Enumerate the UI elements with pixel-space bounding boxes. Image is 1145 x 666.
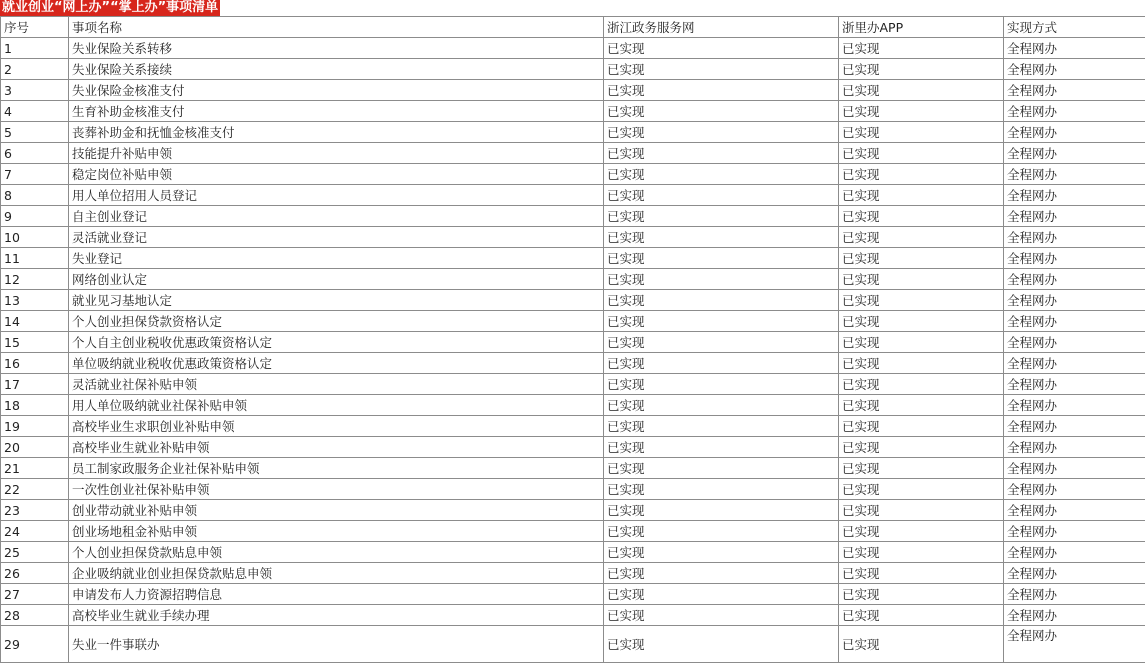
row-index: 4 — [1, 101, 69, 122]
zlb-app-status: 已实现 — [839, 269, 1004, 290]
zj-gov-status: 已实现 — [604, 206, 839, 227]
method: 全程网办 — [1004, 164, 1145, 185]
row-index: 19 — [1, 416, 69, 437]
table-row — [1, 500, 1145, 521]
zj-gov-status: 已实现 — [604, 227, 839, 248]
method: 全程网办 — [1004, 80, 1145, 101]
item-name: 失业登记 — [69, 248, 604, 269]
item-name: 用人单位吸纳就业社保补贴申领 — [69, 395, 604, 416]
header-item-name: 事项名称 — [69, 17, 604, 38]
row-index: 27 — [1, 584, 69, 605]
method: 全程网办 — [1004, 437, 1145, 458]
item-name: 丧葬补助金和抚恤金核准支付 — [69, 122, 604, 143]
row-index: 26 — [1, 563, 69, 584]
zlb-app-status: 已实现 — [839, 59, 1004, 80]
zj-gov-status: 已实现 — [604, 332, 839, 353]
method: 全程网办 — [1004, 269, 1145, 290]
zlb-app-status: 已实现 — [839, 374, 1004, 395]
table-row — [1, 206, 1145, 227]
item-name: 生育补助金核准支付 — [69, 101, 604, 122]
item-name: 员工制家政服务企业社保补贴申领 — [69, 458, 604, 479]
header-method: 实现方式 — [1004, 17, 1145, 38]
row-index: 1 — [1, 38, 69, 59]
method: 全程网办 — [1004, 227, 1145, 248]
zj-gov-status: 已实现 — [604, 605, 839, 626]
method: 全程网办 — [1004, 248, 1145, 269]
zlb-app-status: 已实现 — [839, 500, 1004, 521]
table-row — [1, 458, 1145, 479]
method: 全程网办 — [1004, 374, 1145, 395]
item-name: 失业保险关系接续 — [69, 59, 604, 80]
zlb-app-status: 已实现 — [839, 311, 1004, 332]
method: 全程网办 — [1004, 101, 1145, 122]
zlb-app-status: 已实现 — [839, 38, 1004, 59]
row-index: 23 — [1, 500, 69, 521]
zj-gov-status: 已实现 — [604, 122, 839, 143]
zj-gov-status: 已实现 — [604, 479, 839, 500]
zj-gov-status: 已实现 — [604, 416, 839, 437]
row-index: 28 — [1, 605, 69, 626]
zlb-app-status: 已实现 — [839, 542, 1004, 563]
zlb-app-status: 已实现 — [839, 185, 1004, 206]
row-index: 3 — [1, 80, 69, 101]
item-name: 高校毕业生就业手续办理 — [69, 605, 604, 626]
item-name: 技能提升补贴申领 — [69, 143, 604, 164]
row-index: 16 — [1, 353, 69, 374]
method: 全程网办 — [1004, 122, 1145, 143]
table-row — [1, 584, 1145, 605]
zlb-app-status: 已实现 — [839, 395, 1004, 416]
item-name: 申请发布人力资源招聘信息 — [69, 584, 604, 605]
zlb-app-status: 已实现 — [839, 80, 1004, 101]
table-row — [1, 122, 1145, 143]
item-name: 灵活就业登记 — [69, 227, 604, 248]
method: 全程网办 — [1004, 38, 1145, 59]
zlb-app-status: 已实现 — [839, 206, 1004, 227]
table-row — [1, 563, 1145, 584]
row-index: 10 — [1, 227, 69, 248]
item-name: 用人单位招用人员登记 — [69, 185, 604, 206]
item-name: 网络创业认定 — [69, 269, 604, 290]
method: 全程网办 — [1004, 185, 1145, 206]
table-row — [1, 416, 1145, 437]
zlb-app-status: 已实现 — [839, 122, 1004, 143]
item-name: 高校毕业生求职创业补贴申领 — [69, 416, 604, 437]
method: 全程网办 — [1004, 59, 1145, 80]
method: 全程网办 — [1004, 605, 1145, 626]
zj-gov-status: 已实现 — [604, 101, 839, 122]
table-row — [1, 164, 1145, 185]
zj-gov-status: 已实现 — [604, 542, 839, 563]
table-row — [1, 437, 1145, 458]
method: 全程网办 — [1004, 626, 1145, 663]
header-zlb-app: 浙里办APP — [839, 17, 1004, 38]
zj-gov-status: 已实现 — [604, 38, 839, 59]
row-index: 12 — [1, 269, 69, 290]
zj-gov-status: 已实现 — [604, 374, 839, 395]
table-row — [1, 227, 1145, 248]
header-zj-gov-service-net: 浙江政务服务网 — [604, 17, 839, 38]
row-index: 7 — [1, 164, 69, 185]
item-name: 一次性创业社保补贴申领 — [69, 479, 604, 500]
item-name: 创业带动就业补贴申领 — [69, 500, 604, 521]
zlb-app-status: 已实现 — [839, 437, 1004, 458]
row-index: 5 — [1, 122, 69, 143]
item-name: 灵活就业社保补贴申领 — [69, 374, 604, 395]
zj-gov-status: 已实现 — [604, 584, 839, 605]
zlb-app-status: 已实现 — [839, 332, 1004, 353]
row-index: 9 — [1, 206, 69, 227]
table-row — [1, 395, 1145, 416]
row-index: 13 — [1, 290, 69, 311]
row-index: 22 — [1, 479, 69, 500]
row-index: 2 — [1, 59, 69, 80]
table-row — [1, 626, 1145, 663]
zlb-app-status: 已实现 — [839, 626, 1004, 663]
item-name: 就业见习基地认定 — [69, 290, 604, 311]
zlb-app-status: 已实现 — [839, 605, 1004, 626]
row-index: 11 — [1, 248, 69, 269]
zj-gov-status: 已实现 — [604, 563, 839, 584]
item-name: 个人创业担保贷款资格认定 — [69, 311, 604, 332]
method: 全程网办 — [1004, 143, 1145, 164]
row-index: 17 — [1, 374, 69, 395]
method: 全程网办 — [1004, 584, 1145, 605]
item-name: 失业一件事联办 — [69, 626, 604, 663]
table-row — [1, 269, 1145, 290]
method: 全程网办 — [1004, 206, 1145, 227]
zj-gov-status: 已实现 — [604, 500, 839, 521]
table-row — [1, 374, 1145, 395]
zlb-app-status: 已实现 — [839, 479, 1004, 500]
row-index: 14 — [1, 311, 69, 332]
zj-gov-status: 已实现 — [604, 395, 839, 416]
item-name: 个人创业担保贷款贴息申领 — [69, 542, 604, 563]
zlb-app-status: 已实现 — [839, 353, 1004, 374]
row-index: 8 — [1, 185, 69, 206]
row-index: 20 — [1, 437, 69, 458]
table-row — [1, 605, 1145, 626]
table-row — [1, 80, 1145, 101]
zj-gov-status: 已实现 — [604, 59, 839, 80]
row-index: 25 — [1, 542, 69, 563]
table-row — [1, 290, 1145, 311]
row-index: 24 — [1, 521, 69, 542]
row-index: 29 — [1, 626, 69, 663]
table-row — [1, 353, 1145, 374]
table-row — [1, 185, 1145, 206]
method: 全程网办 — [1004, 395, 1145, 416]
method: 全程网办 — [1004, 353, 1145, 374]
item-name: 失业保险关系转移 — [69, 38, 604, 59]
table-row — [1, 332, 1145, 353]
item-name: 失业保险金核准支付 — [69, 80, 604, 101]
item-name: 企业吸纳就业创业担保贷款贴息申领 — [69, 563, 604, 584]
table-header-row — [1, 17, 1145, 38]
zlb-app-status: 已实现 — [839, 164, 1004, 185]
zlb-app-status: 已实现 — [839, 248, 1004, 269]
method: 全程网办 — [1004, 521, 1145, 542]
row-index: 6 — [1, 143, 69, 164]
zj-gov-status: 已实现 — [604, 311, 839, 332]
item-name: 稳定岗位补贴申领 — [69, 164, 604, 185]
zlb-app-status: 已实现 — [839, 521, 1004, 542]
zlb-app-status: 已实现 — [839, 584, 1004, 605]
zj-gov-status: 已实现 — [604, 437, 839, 458]
item-name: 创业场地租金补贴申领 — [69, 521, 604, 542]
header-index: 序号 — [1, 17, 69, 38]
table-body — [1, 38, 1145, 663]
services-table — [0, 16, 1145, 663]
zj-gov-status: 已实现 — [604, 80, 839, 101]
zj-gov-status: 已实现 — [604, 458, 839, 479]
zj-gov-status: 已实现 — [604, 143, 839, 164]
table-row — [1, 101, 1145, 122]
method: 全程网办 — [1004, 458, 1145, 479]
zlb-app-status: 已实现 — [839, 563, 1004, 584]
table-row — [1, 521, 1145, 542]
row-index: 18 — [1, 395, 69, 416]
zlb-app-status: 已实现 — [839, 101, 1004, 122]
row-index: 21 — [1, 458, 69, 479]
zj-gov-status: 已实现 — [604, 248, 839, 269]
item-name: 单位吸纳就业税收优惠政策资格认定 — [69, 353, 604, 374]
zlb-app-status: 已实现 — [839, 143, 1004, 164]
method: 全程网办 — [1004, 332, 1145, 353]
table-row — [1, 38, 1145, 59]
zlb-app-status: 已实现 — [839, 458, 1004, 479]
method: 全程网办 — [1004, 479, 1145, 500]
zlb-app-status: 已实现 — [839, 416, 1004, 437]
table-row — [1, 59, 1145, 80]
zj-gov-status: 已实现 — [604, 164, 839, 185]
zj-gov-status: 已实现 — [604, 269, 839, 290]
zj-gov-status: 已实现 — [604, 626, 839, 663]
method: 全程网办 — [1004, 500, 1145, 521]
zj-gov-status: 已实现 — [604, 290, 839, 311]
table-row — [1, 479, 1145, 500]
method: 全程网办 — [1004, 542, 1145, 563]
zj-gov-status: 已实现 — [604, 185, 839, 206]
table-row — [1, 143, 1145, 164]
table-row — [1, 311, 1145, 332]
zlb-app-status: 已实现 — [839, 290, 1004, 311]
page-title: 就业创业“网上办”“掌上办”事项清单 — [2, 0, 219, 15]
zlb-app-status: 已实现 — [839, 227, 1004, 248]
method: 全程网办 — [1004, 290, 1145, 311]
method: 全程网办 — [1004, 416, 1145, 437]
row-index: 15 — [1, 332, 69, 353]
method: 全程网办 — [1004, 563, 1145, 584]
item-name: 自主创业登记 — [69, 206, 604, 227]
zj-gov-status: 已实现 — [604, 353, 839, 374]
zj-gov-status: 已实现 — [604, 521, 839, 542]
item-name: 高校毕业生就业补贴申领 — [69, 437, 604, 458]
item-name: 个人自主创业税收优惠政策资格认定 — [69, 332, 604, 353]
method: 全程网办 — [1004, 311, 1145, 332]
table-row — [1, 542, 1145, 563]
table-row — [1, 248, 1145, 269]
